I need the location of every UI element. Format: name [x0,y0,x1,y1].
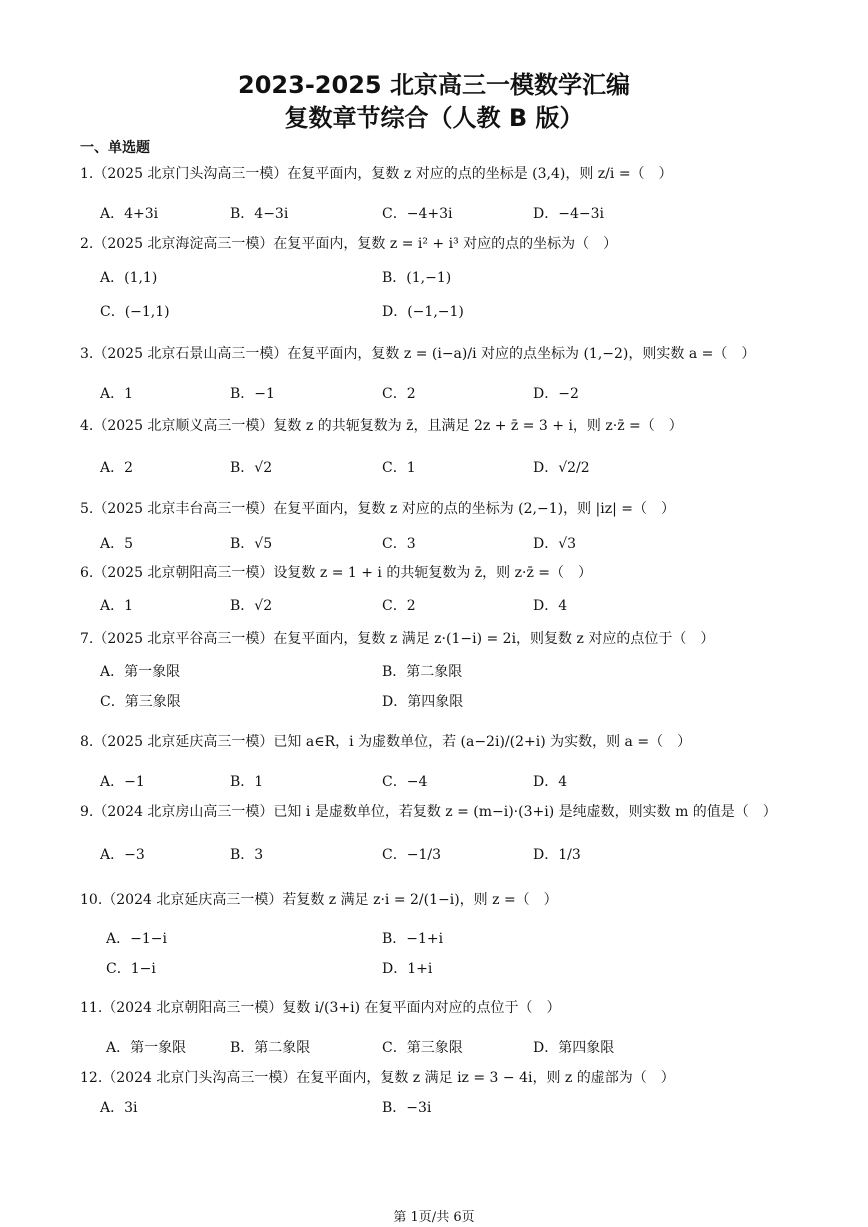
q1-option-c: C．−4+3i [382,206,453,222]
q9-option-c: C．−1/3 [382,847,441,863]
q6-option-c: C．2 [382,598,416,614]
q4-option-d: D．√2/2 [533,460,590,476]
question-7: 7.（2025 北京平谷高三一模）在复平面内，复数 z 满足 z·(1−i) = 2i，则复数 z 对应的点位于（ ） [80,631,715,647]
q10-option-d: D．1+i [382,961,433,977]
q7-option-a: A．第一象限 [100,664,181,680]
q11-option-a: A．第一象限 [106,1040,187,1056]
q3-option-a: A．1 [100,386,134,402]
question-12: 12.（2024 北京门头沟高三一模）在复平面内，复数 z 满足 iz = 3 − 4i，则 z 的虚部为（ ） [80,1070,675,1086]
q2-option-c: C．(−1,1) [100,304,170,320]
q9-option-d: D．1/3 [533,847,581,863]
question-5: 5.（2025 北京丰台高三一模）在复平面内，复数 z 对应的点的坐标为 (2,−1)，则 |iz| =（ ） [80,501,675,517]
q3-option-d: D．−2 [533,386,579,402]
document-title: 2023-2025 北京高三一模数学汇编 [238,71,630,99]
q6-option-b: B．√2 [230,598,273,614]
q4-option-c: C．1 [382,460,416,476]
q12-option-b: B．−3i [382,1100,432,1116]
q10-option-a: A．−1−i [106,931,167,947]
q5-option-d: D．√3 [533,536,577,552]
q3-option-c: C．2 [382,386,416,402]
q2-option-d: D．(−1,−1) [382,304,464,320]
q8-option-a: A．−1 [100,774,145,790]
question-6: 6.（2025 北京朝阳高三一模）设复数 z = 1 + i 的共轭复数为 z̄，则 z·z̄ =（ ） [80,565,593,581]
document-subtitle: 复数章节综合（人教 B 版） [284,104,584,132]
q6-option-d: D．4 [533,598,568,614]
q7-option-b: B．第二象限 [382,664,463,680]
q9-option-b: B．3 [230,847,264,863]
q6-option-a: A．1 [100,598,134,614]
question-3: 3.（2025 北京石景山高三一模）在复平面内，复数 z = (i−a)/i 对应的点坐标为 (1,−2)，则实数 a =（ ） [80,346,756,362]
q11-option-c: C．第三象限 [382,1040,463,1056]
question-4: 4.（2025 北京顺义高三一模）复数 z 的共轭复数为 z̄，且满足 2z + z̄ = 3 + i，则 z·z̄ =（ ） [80,418,683,434]
q8-option-b: B．1 [230,774,264,790]
q10-option-b: B．−1+i [382,931,444,947]
q4-option-b: B．√2 [230,460,273,476]
q9-option-a: A．−3 [100,847,145,863]
q5-option-a: A．5 [100,536,134,552]
section-heading: 一、单选题 [80,140,150,156]
q8-option-c: C．−4 [382,774,428,790]
q4-option-a: A．2 [100,460,134,476]
question-11: 11.（2024 北京朝阳高三一模）复数 i/(3+i) 在复平面内对应的点位于（ ） [80,1000,561,1016]
question-1: 1.（2025 北京门头沟高三一模）在复平面内，复数 z 对应的点的坐标是 (3,4)，则 z/i =（ ） [80,166,673,182]
question-10: 10.（2024 北京延庆高三一模）若复数 z 满足 z·i = 2/(1−i)，则 z =（ ） [80,892,558,908]
q1-option-d: D．−4−3i [533,206,604,222]
page-footer: 第 1页/共 6页 [393,1210,475,1225]
q1-option-a: A．4+3i [100,206,159,222]
question-2: 2.（2025 北京海淀高三一模）在复平面内，复数 z = i² + i³ 对应的点的坐标为（ ） [80,236,618,252]
q5-option-b: B．√5 [230,536,273,552]
q10-option-c: C．1−i [106,961,156,977]
q3-option-b: B．−1 [230,386,275,402]
q12-option-a: A．3i [100,1100,138,1116]
q7-option-c: C．第三象限 [100,694,181,710]
q7-option-d: D．第四象限 [382,694,464,710]
q2-option-a: A．(1,1) [100,270,158,286]
q11-option-d: D．第四象限 [533,1040,615,1056]
q5-option-c: C．3 [382,536,416,552]
q8-option-d: D．4 [533,774,568,790]
q11-option-b: B．第二象限 [230,1040,311,1056]
question-8: 8.（2025 北京延庆高三一模）已知 a∈R，i 为虚数单位，若 (a−2i)/(2+i) 为实数，则 a =（ ） [80,734,692,750]
q1-option-b: B．4−3i [230,206,289,222]
question-9: 9.（2024 北京房山高三一模）已知 i 是虚数单位，若复数 z = (m−i)·(3+i) 是纯虚数，则实数 m 的值是（ ） [80,804,777,820]
q2-option-b: B．(1,−1) [382,270,452,286]
